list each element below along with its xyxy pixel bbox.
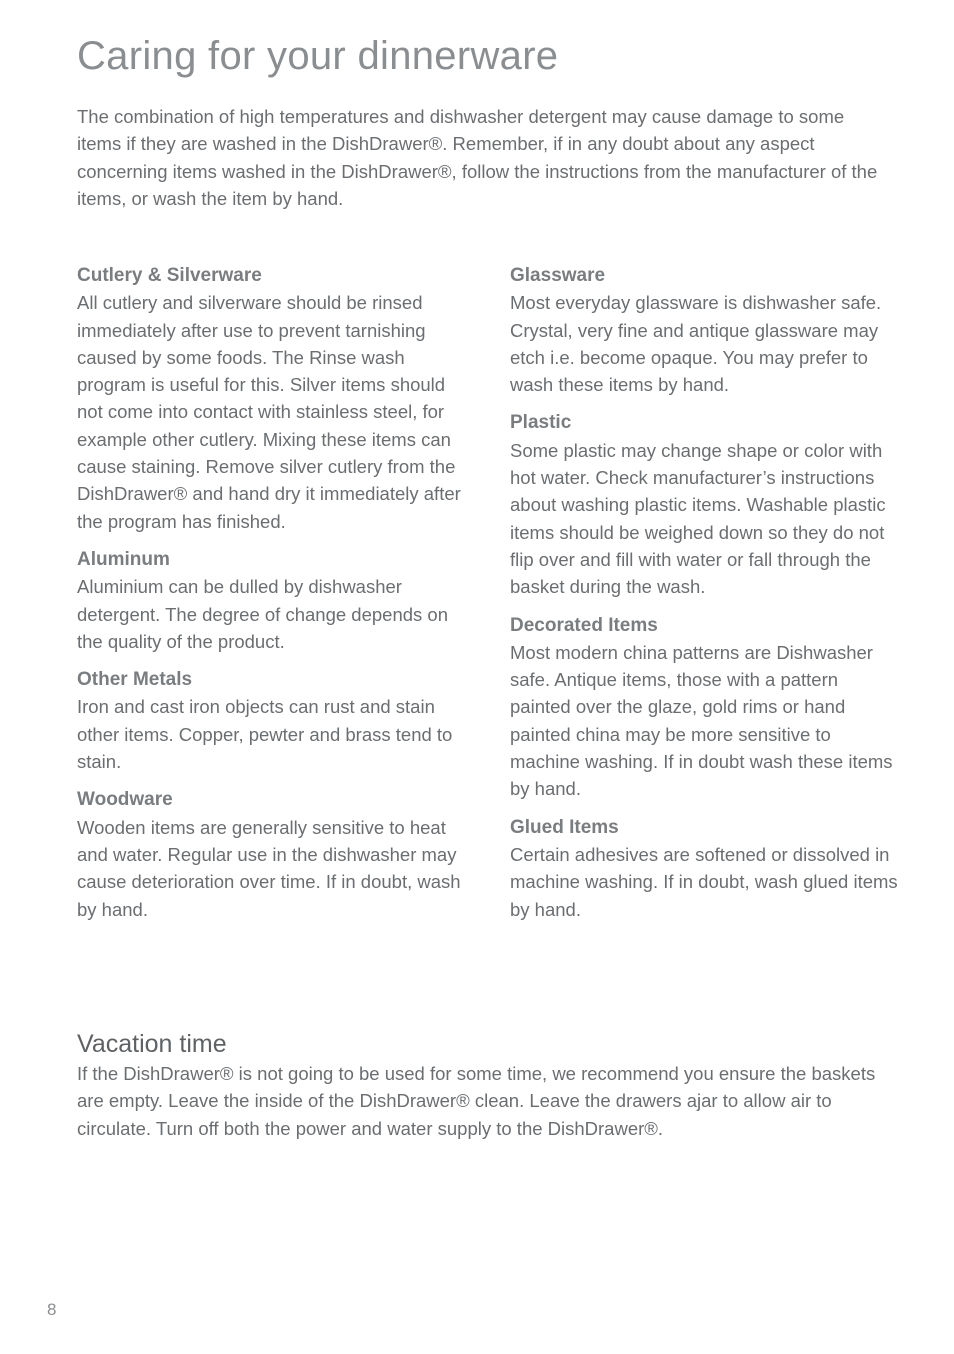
page-title: Caring for your dinnerware [77,34,559,78]
vacation-text: If the DishDrawer® is not going to be used for some time, we recommend you ensure the baskets are empty. Leave the inside of the DishDrawer® clean. Leave the drawers ajar to allow air to circulate. Turn off both the power and water supply to the DishDrawer®. [77,1063,876,1139]
section-text: Most everyday glassware is dishwasher safe. Crystal, very fine and antique glassware may etch i.e. become opaque. You may prefer to wash these items by hand. [510,292,882,396]
section-heading: Aluminum [77,548,170,570]
section-glassware [510,262,900,398]
section-text: Aluminium can be dulled by dishwasher detergent. The degree of change depends on the quality of the product. [77,576,448,652]
right-column [510,262,900,934]
section-heading: Glassware [510,265,606,286]
section-aluminum [77,546,467,655]
section-cutlery-silverware [77,262,467,535]
left-column [77,262,467,934]
intro-paragraph: The combination of high temperatures and dishwasher detergent may cause damage to some items if they are washed in the DishDrawer®. Remember, if in any doubt about any aspect concerning items washed in the DishDrawer®, follow the instructions from the manufacturer of the items, or wash the item by hand. [77,106,878,209]
section-heading: Other Metals [77,669,193,691]
vacation-heading: Vacation time [77,1030,227,1058]
section-text: All cutlery and silverware should be rinsed immediately after use to prevent tarnishing caused by some foods. The Rinse wash program is useful for this. Silver items should not come into contact with stainless steel, for example other cutlery. Mixing these items can cause staining. Remove silver cutlery from the DishDrawer® and hand dry it immediately after the program has finished. [77,292,461,532]
page-number: 8 [47,1300,57,1319]
section-decorated-items [510,612,900,803]
section-heading: Decorated Items [510,614,658,636]
section-glued-items [510,814,900,923]
vacation-section [77,1028,897,1142]
section-heading: Woodware [77,789,173,811]
section-text: Iron and cast iron objects can rust and stain other items. Copper, pewter and brass tend to stain. [77,696,453,773]
section-heading: Plastic [510,412,572,434]
section-plastic [510,409,900,600]
section-text: Certain adhesives are softened or dissolved in machine washing. If in doubt, wash glued items by hand. [510,843,898,920]
section-text: Some plastic may change shape or color with hot water. Check manufacturer’s instructions about washing plastic items. Washable plastic items should be weighed down so they do not flip over and fill with water or fall through the basket during the wash. [510,439,886,598]
section-other-metals [77,666,467,775]
section-woodware [77,786,467,922]
section-text: Most modern china patterns are Dishwasher safe. Antique items, those with a pattern painted over the glaze, gold rims or hand painted china may be more sensitive to machine washing. If in doubt wash these items by hand. [510,641,893,800]
section-text: Wooden items are generally sensitive to heat and water. Regular use in the dishwasher may cause deterioration over time. If in doubt, wash by hand. [77,816,461,920]
section-heading: Cutlery & Silverware [77,265,262,286]
section-heading: Glued Items [510,816,619,838]
